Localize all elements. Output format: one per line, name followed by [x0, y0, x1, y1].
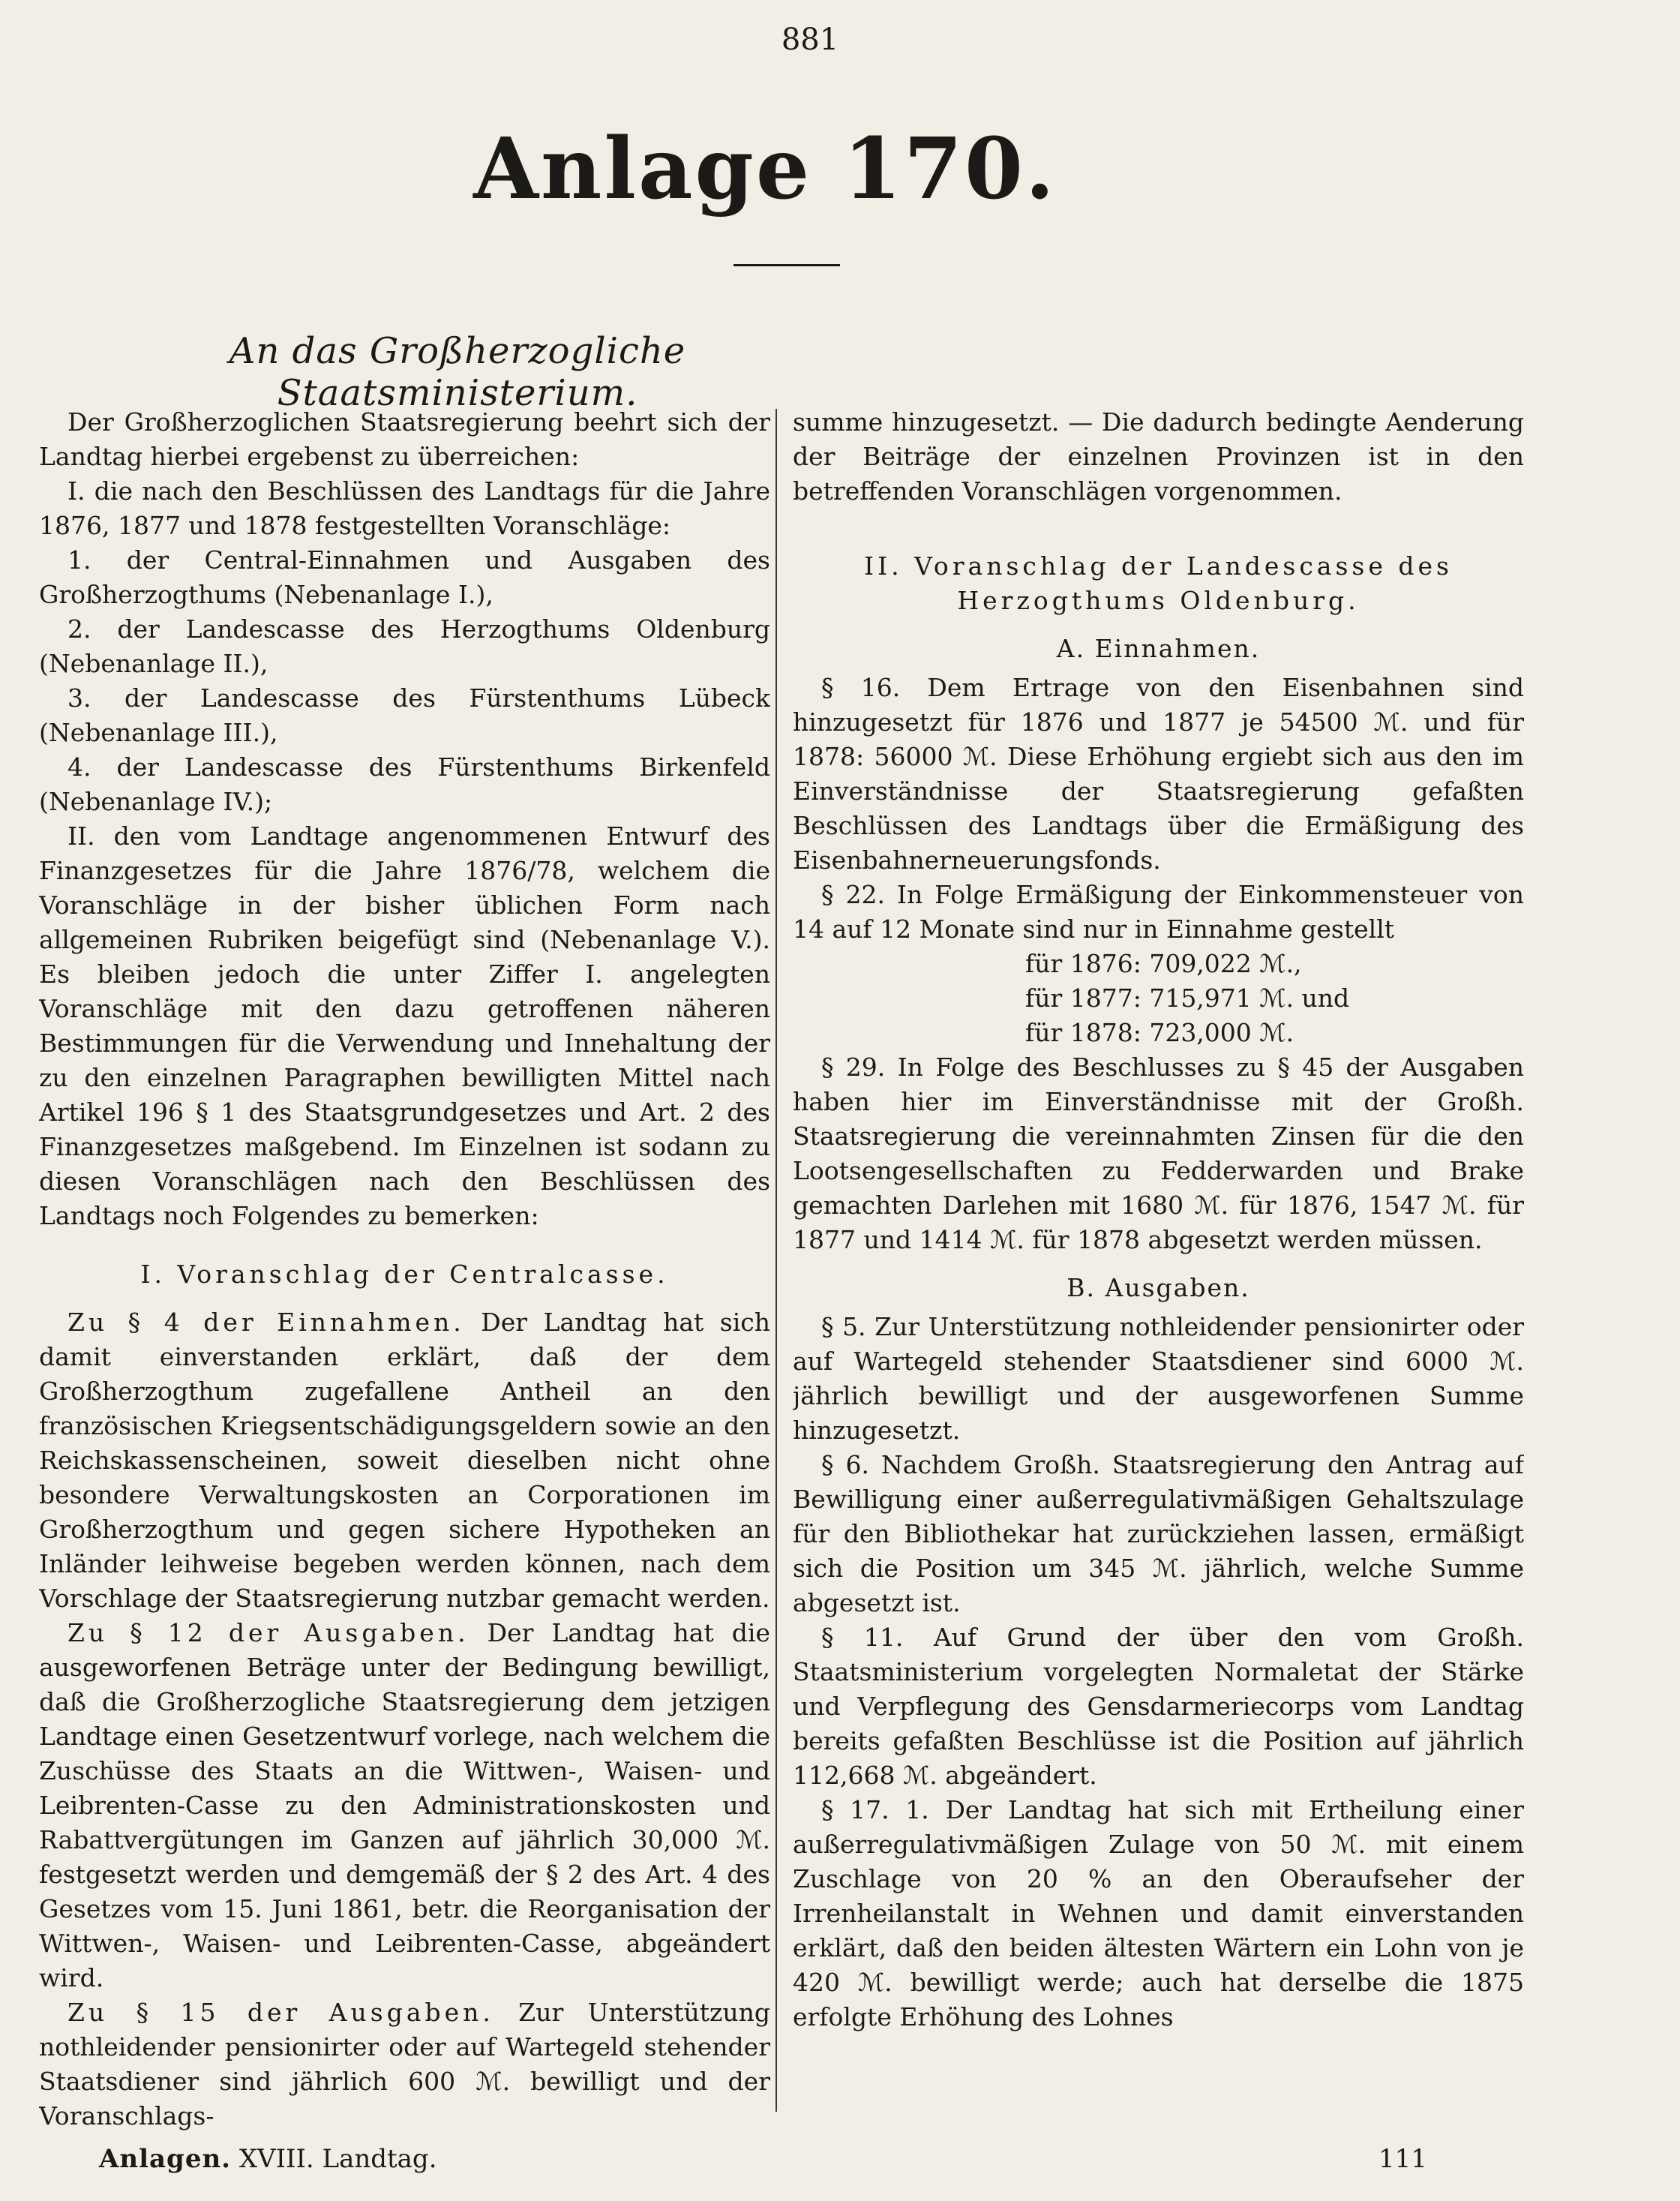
- right-paragraph-5: § 5. Zur Unterstützung nothleidender pensionirter oder auf Wartegeld stehender Staatsdiener sind 6000 ℳ. jährlich bewilligt und der ausgeworfenen Summe hinzugesetzt.: [793, 1312, 1524, 1445]
- right-paragraph-2: § 16. Dem Ertrage von den Eisenbahnen sind hinzugesetzt für 1876 und 1877 je 54500 ℳ. und für 1878: 56000 ℳ. Diese Erhöhung ergiebt sich aus den im Einverständnisse der Staatsregierung gefaßten Beschlüssen des Landtags über die Ermäßigung des Eisenbahnerneuerungsfonds.: [793, 673, 1524, 875]
- footer-sheet-number: 111: [1378, 2144, 1427, 2174]
- right-paragraph-1: summe hinzugesetzt. — Die dadurch bedingte Aenderung der Beiträge der einzelnen Provinzen ist in den betreffenden Voranschlägen vorgenommen.: [793, 407, 1524, 506]
- paragraph-body: Der Landtag hat sich damit einverstanden erklärt, daß der dem Großherzogthum zugefallene Antheil an den französischen Kriegsentschädigungsgeldern sowie an den Reichskassenscheinen, soweit dieselben nicht ohne besondere Verwaltungskosten an Corporationen im Großherzogthum und gegen sichere Hypotheken an Inländer leihweise begeben werden können, nach dem Vorschlage der Staatsregierung nutzbar gemacht werden.: [39, 1308, 770, 1613]
- left-list-item-3: 3. der Landescasse des Fürstenthums Lübeck (Nebenanlage III.),: [39, 683, 770, 747]
- paragraph-lead: Zu § 15 der Ausgaben.: [68, 1998, 494, 2027]
- section-heading-landescasse: II. Voranschlag der Landescasse des Herzogthums Oldenburg.: [864, 551, 1453, 615]
- footer-label-rest: XVIII. Landtag.: [231, 2144, 437, 2174]
- left-paragraph-5: [39, 1616, 770, 1995]
- left-list-item-4: 4. der Landescasse des Fürstenthums Birkenfeld (Nebenanlage IV.);: [39, 752, 770, 816]
- paragraph-lead: Zu § 4 der Einnahmen.: [68, 1308, 465, 1337]
- subheading-einnahmen: A. Einnahmen.: [1056, 634, 1261, 663]
- addressee-heading: An das Großherzogliche Staatsministerium.: [229, 330, 686, 414]
- amount-line-1877: für 1877: 715,971 ℳ. und: [1025, 983, 1350, 1013]
- title-divider: [734, 264, 840, 266]
- footer-bold-label: Anlagen.: [99, 2144, 232, 2174]
- left-paragraph-2: I. die nach den Beschlüssen des Landtags für die Jahre 1876, 1877 und 1878 festgestellten Voranschläge:: [39, 476, 770, 540]
- left-column: [39, 405, 770, 2130]
- spacer: [793, 509, 1524, 525]
- paragraph-body: Der Landtag hat die ausgeworfenen Beträge unter der Bedingung bewilligt, daß die Großherzogliche Staatsregierung dem jetzigen Landtage einen Gesetzentwurf vorlege, nach welchem die Zuschüsse des Staats an die Wittwen-, Waisen- und Leibrenten-Casse zu den Administrationskosten und Rabattvergütungen im Ganzen auf jährlich 30,000 ℳ. festgesetzt werden und demgemäß der § 2 des Art. 4 des Gesetzes vom 15. Juni 1861, betr. die Reorganisation der Wittwen-, Waisen- und Leibrenten-Casse, abgeändert wird.: [39, 1618, 770, 1992]
- paragraph-body: Zur Unterstützung nothleidender pensionirter oder auf Wartegeld stehender Staatsdiener sind jährlich 600 ℳ. bewilligt und der Voranschlags-: [39, 1998, 770, 2130]
- paragraph-lead: Zu § 12 der Ausgaben.: [68, 1618, 470, 1647]
- right-paragraph-3: § 22. In Folge Ermäßigung der Einkommensteuer von 14 auf 12 Monate sind nur in Einnahme gestellt: [793, 880, 1524, 944]
- page-number: 881: [781, 23, 839, 57]
- left-paragraph-6: [39, 1995, 770, 2130]
- amount-line-1878: für 1878: 723,000 ℳ.: [1025, 1018, 1294, 1047]
- section-heading-centralcasse: I. Voranschlag der Centralcasse.: [140, 1260, 669, 1289]
- left-paragraph-4: [39, 1305, 770, 1616]
- right-paragraph-4: § 29. In Folge des Beschlusses zu § 45 der Ausgaben haben hier im Einverständnisse mit der Großh. Staatsregierung die vereinnahmten Zinsen für die den Lootsengesellschaften zu Fedderwarden und Brake gemachten Darlehen mit 1680 ℳ. für 1876, 1547 ℳ. für 1877 und 1414 ℳ. für 1878 abgesetzt werden müssen.: [793, 1052, 1524, 1254]
- right-column: [793, 405, 1524, 2130]
- left-paragraph-3: II. den vom Landtage angenommenen Entwurf des Finanzgesetzes für die Jahre 1876/78, welchem die Voranschläge in der bisher üblichen Form nach allgemeinen Rubriken beigefügt sind (Nebenanlage V.). Es bleiben jedoch die unter Ziffer I. angelegten Voranschläge mit den dazu getroffenen näheren Bestimmungen für die Verwendung und Innehaltung der zu den einzelnen Paragraphen bewilligten Mittel nach Artikel 196 § 1 des Staatsgrundgesetzes und Art. 2 des Finanzgesetzes maßgebend. Im Einzelnen ist sodann zu diesen Voranschlägen nach den Beschlüssen des Landtags noch Folgendes zu bemerken:: [39, 821, 770, 1230]
- left-list-item-1: 1. der Central-Einnahmen und Ausgaben des Großherzogthums (Nebenanlage I.),: [39, 545, 770, 609]
- amount-line-1876: für 1876: 709,022 ℳ.,: [1025, 949, 1302, 978]
- page-title: Anlage 170.: [473, 120, 1057, 218]
- left-paragraph-1: Der Großherzoglichen Staatsregierung beehrt sich der Landtag hierbei ergebenst zu überreichen:: [39, 407, 770, 471]
- subheading-ausgaben: B. Ausgaben.: [1066, 1273, 1250, 1302]
- right-paragraph-7: § 11. Auf Grund der über den vom Großh. Staatsministerium vorgelegten Normaletat der Stärke und Verpflegung des Gensdarmeriecorps vom Landtag bereits gefaßten Beschlüsse ist die Position auf jährlich 112,668 ℳ. abgeändert.: [793, 1623, 1524, 1790]
- left-list-item-2: 2. der Landescasse des Herzogthums Oldenburg (Nebenanlage II.),: [39, 614, 770, 678]
- footer-signature: [99, 2144, 437, 2174]
- right-paragraph-8: § 17. 1. Der Landtag hat sich mit Ertheilung einer außerregulativmäßigen Zulage von 50 ℳ. mit einem Zuschlage von 20 % an den Oberaufseher der Irrenheilanstalt in Wehnen und damit einverstanden erklärt, daß den beiden ältesten Wärtern ein Lohn von je 420 ℳ. bewilligt werde; auch hat derselbe die 1875 erfolgte Erhöhung des Lohnes: [793, 1795, 1524, 2031]
- right-paragraph-6: § 6. Nachdem Großh. Staatsregierung den Antrag auf Bewilligung einer außerregulativmäßigen Gehaltszulage für den Bibliothekar hat zurückziehen lassen, ermäßigt sich die Position um 345 ℳ. jährlich, welche Summe abgesetzt ist.: [793, 1450, 1524, 1617]
- column-divider: [776, 409, 777, 2112]
